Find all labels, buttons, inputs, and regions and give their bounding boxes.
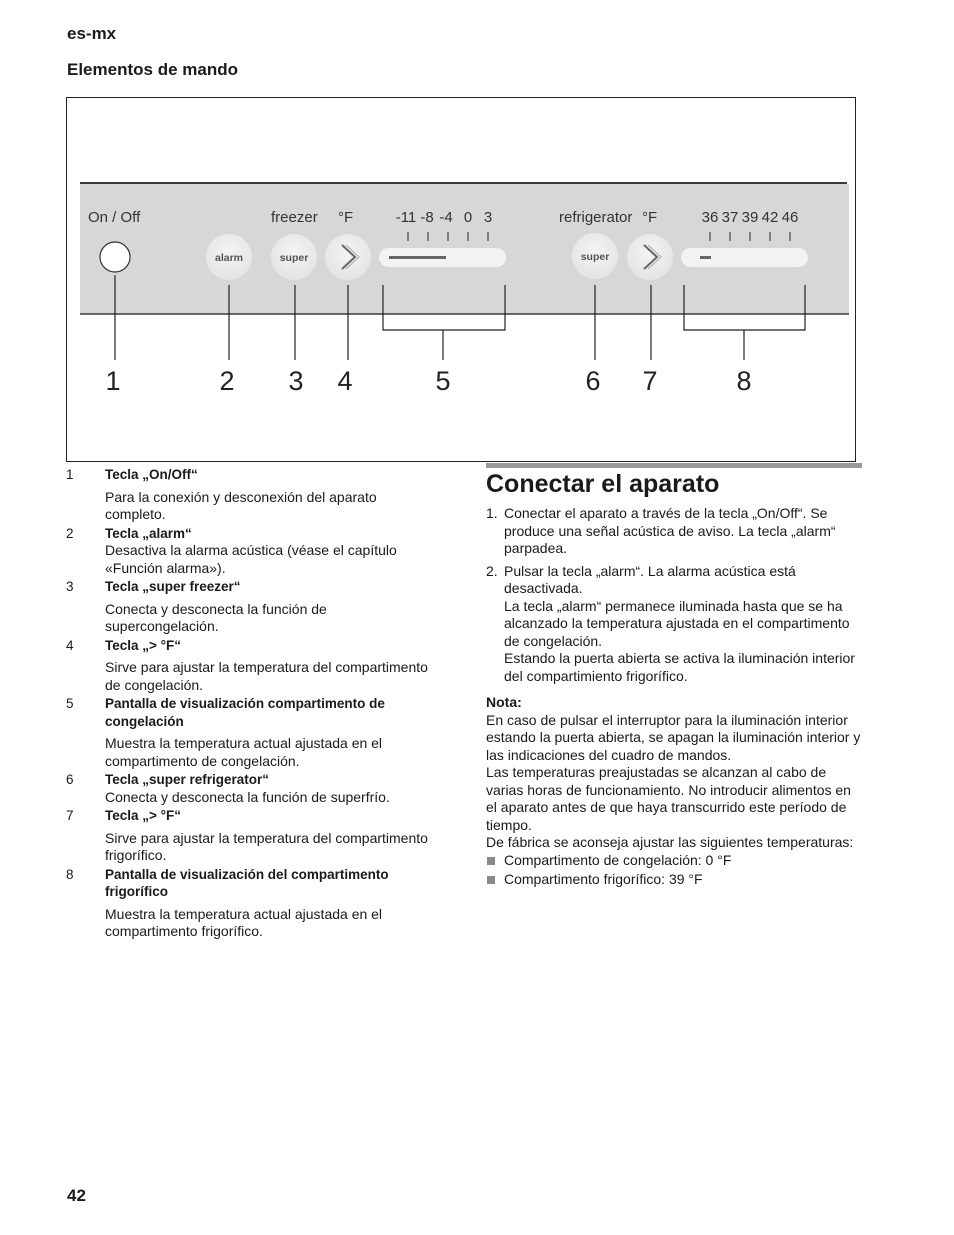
paragraph: De fábrica se aconseja ajustar las siguientes temperaturas: xyxy=(486,834,854,850)
step-extra: Estando la puerta abierta se activa la iluminación interior del compartimiento frigorífico. xyxy=(504,650,855,684)
freezer-label: freezer xyxy=(271,209,318,226)
legend-item xyxy=(66,695,436,770)
list-item-text: Compartimento de congelación: 0 °F xyxy=(504,851,732,868)
control-panel-diagram xyxy=(67,98,855,461)
freezer-scale-tick-label: 3 xyxy=(483,209,493,226)
legend-number: 8 xyxy=(66,866,74,882)
connect-steps xyxy=(486,505,862,685)
legend-title: Pantalla de visualización compartimento de congelación xyxy=(105,696,385,729)
legend-title: Tecla „super freezer“ xyxy=(105,579,241,594)
callout-number: 3 xyxy=(288,366,304,396)
legend-item xyxy=(66,466,436,524)
list-item xyxy=(486,852,862,870)
legend-number: 6 xyxy=(66,772,74,787)
callout-number: 7 xyxy=(642,366,658,396)
temperature-list xyxy=(486,852,862,889)
callout-number: 4 xyxy=(337,366,353,396)
legend-title: Tecla „> °F“ xyxy=(105,808,182,823)
refrigerator-scale-tick-label: 36 xyxy=(701,209,719,226)
legend-title: Tecla „alarm“ xyxy=(105,525,192,541)
freezer-scale-tick-label: 0 xyxy=(463,209,473,226)
freezer-scale-tick-label: -4 xyxy=(439,209,453,226)
legend-desc: Muestra la temperatura actual ajustada en el compartimento frigorífico. xyxy=(105,905,383,939)
refrigerator-scale-tick-label: 42 xyxy=(761,209,779,226)
paragraph: Las temperaturas preajustadas se alcanzan al cabo de varias horas de funcionamiento. No introducir alimentos en el aparato antes de que haya transcurrido este período de tiempo. xyxy=(486,764,851,833)
refrigerator-scale-tick-label: 46 xyxy=(781,209,799,226)
square-bullet-icon xyxy=(487,857,495,865)
heading-rule xyxy=(486,463,862,468)
freezer-unit-label: °F xyxy=(338,209,354,226)
legend-desc: Sirve para ajustar la temperatura del compartimento frigorífico. xyxy=(105,829,428,863)
legend-item xyxy=(66,525,436,578)
legend-number: 2 xyxy=(66,525,74,541)
legend-number: 5 xyxy=(66,696,74,711)
refrigerator-display-bar xyxy=(700,256,711,259)
legend-desc: Muestra la temperatura actual ajustada en el compartimento de congelación. xyxy=(105,735,383,769)
list-item xyxy=(486,871,862,889)
legend-number: 3 xyxy=(66,579,74,594)
connect-step xyxy=(486,505,862,558)
connect-section xyxy=(486,505,862,891)
legend-desc: Para la conexión y desconexión del aparato completo. xyxy=(105,488,377,522)
step-number: 1. xyxy=(486,505,498,521)
refrigerator-temp-button[interactable] xyxy=(627,234,673,280)
section-title: Elementos de mando xyxy=(67,60,238,79)
refrigerator-label: refrigerator xyxy=(559,209,633,226)
page-number: 42 xyxy=(67,1186,86,1205)
callout-number: 5 xyxy=(435,366,451,396)
refrigerator-scale-tick-label: 37 xyxy=(721,209,739,226)
legend-desc: Desactiva la alarma acústica (véase el capítulo «Función alarma»). xyxy=(105,542,397,576)
legend-list xyxy=(66,466,436,942)
callout-number: 1 xyxy=(105,366,121,396)
legend-desc: Sirve para ajustar la temperatura del compartimento de congelación. xyxy=(105,659,428,693)
legend-item xyxy=(66,771,436,806)
super-freezer-button-label: super xyxy=(279,252,309,264)
step-text: Conectar el aparato a través de la tecla „On/Off“. Se produce una señal acústica de aviso. La tecla „alarm“ parpadea. xyxy=(504,505,836,556)
list-item-text: Compartimento frigorífico: 39 °F xyxy=(504,871,703,887)
freezer-display-bar xyxy=(389,256,446,259)
square-bullet-icon xyxy=(487,876,495,884)
callout-number: 2 xyxy=(219,366,235,396)
control-panel-figure xyxy=(66,97,856,462)
connect-step xyxy=(486,563,862,686)
legend-item xyxy=(66,578,436,636)
freezer-scale-tick-label: -11 xyxy=(395,209,417,226)
legend-item xyxy=(66,866,436,941)
legend-number: 1 xyxy=(66,467,74,482)
legend-number: 4 xyxy=(66,637,74,653)
step-number: 2. xyxy=(486,562,498,579)
onoff-button[interactable] xyxy=(100,242,130,272)
refrigerator-unit-label: °F xyxy=(642,209,658,226)
legend-title: Pantalla de visualización del compartimento frigorífico xyxy=(105,866,389,899)
legend-title: Tecla „> °F“ xyxy=(105,637,182,653)
super-refrigerator-button-label: super xyxy=(580,251,610,263)
legend-number: 7 xyxy=(66,808,74,823)
freezer-scale-tick-label: -8 xyxy=(420,209,434,226)
step-text: Pulsar la tecla „alarm“. La alarma acústica está desactivada. xyxy=(504,562,796,596)
legend-desc: Conecta y desconecta la función de supercongelación. xyxy=(105,600,327,634)
freezer-temp-button[interactable] xyxy=(325,234,371,280)
step-extra: La tecla „alarm“ permanece iluminada hasta que se ha alcanzado la temperatura ajustada en el compartimento de congelación. xyxy=(504,597,850,649)
legend-title: Tecla „super refrigerator“ xyxy=(105,772,270,787)
connect-heading: Conectar el aparato xyxy=(486,470,720,498)
callout-number: 8 xyxy=(736,366,752,396)
refrigerator-scale-tick-label: 39 xyxy=(741,209,759,226)
legend-title: Tecla „On/Off“ xyxy=(105,467,198,482)
onoff-label: On / Off xyxy=(88,209,141,226)
legend-item xyxy=(66,807,436,865)
legend-item xyxy=(66,637,436,695)
note-label: Nota: xyxy=(486,694,522,710)
alarm-button-label: alarm xyxy=(214,252,244,264)
callout-number: 6 xyxy=(585,366,601,396)
legend-desc: Conecta y desconecta la función de superfrío. xyxy=(105,788,390,805)
language-code: es-mx xyxy=(67,24,117,43)
note-text: En caso de pulsar el interruptor para la iluminación interior estando la puerta abierta, se apagan la iluminación interior y las indicaciones del cuadro de mandos. xyxy=(486,711,861,763)
